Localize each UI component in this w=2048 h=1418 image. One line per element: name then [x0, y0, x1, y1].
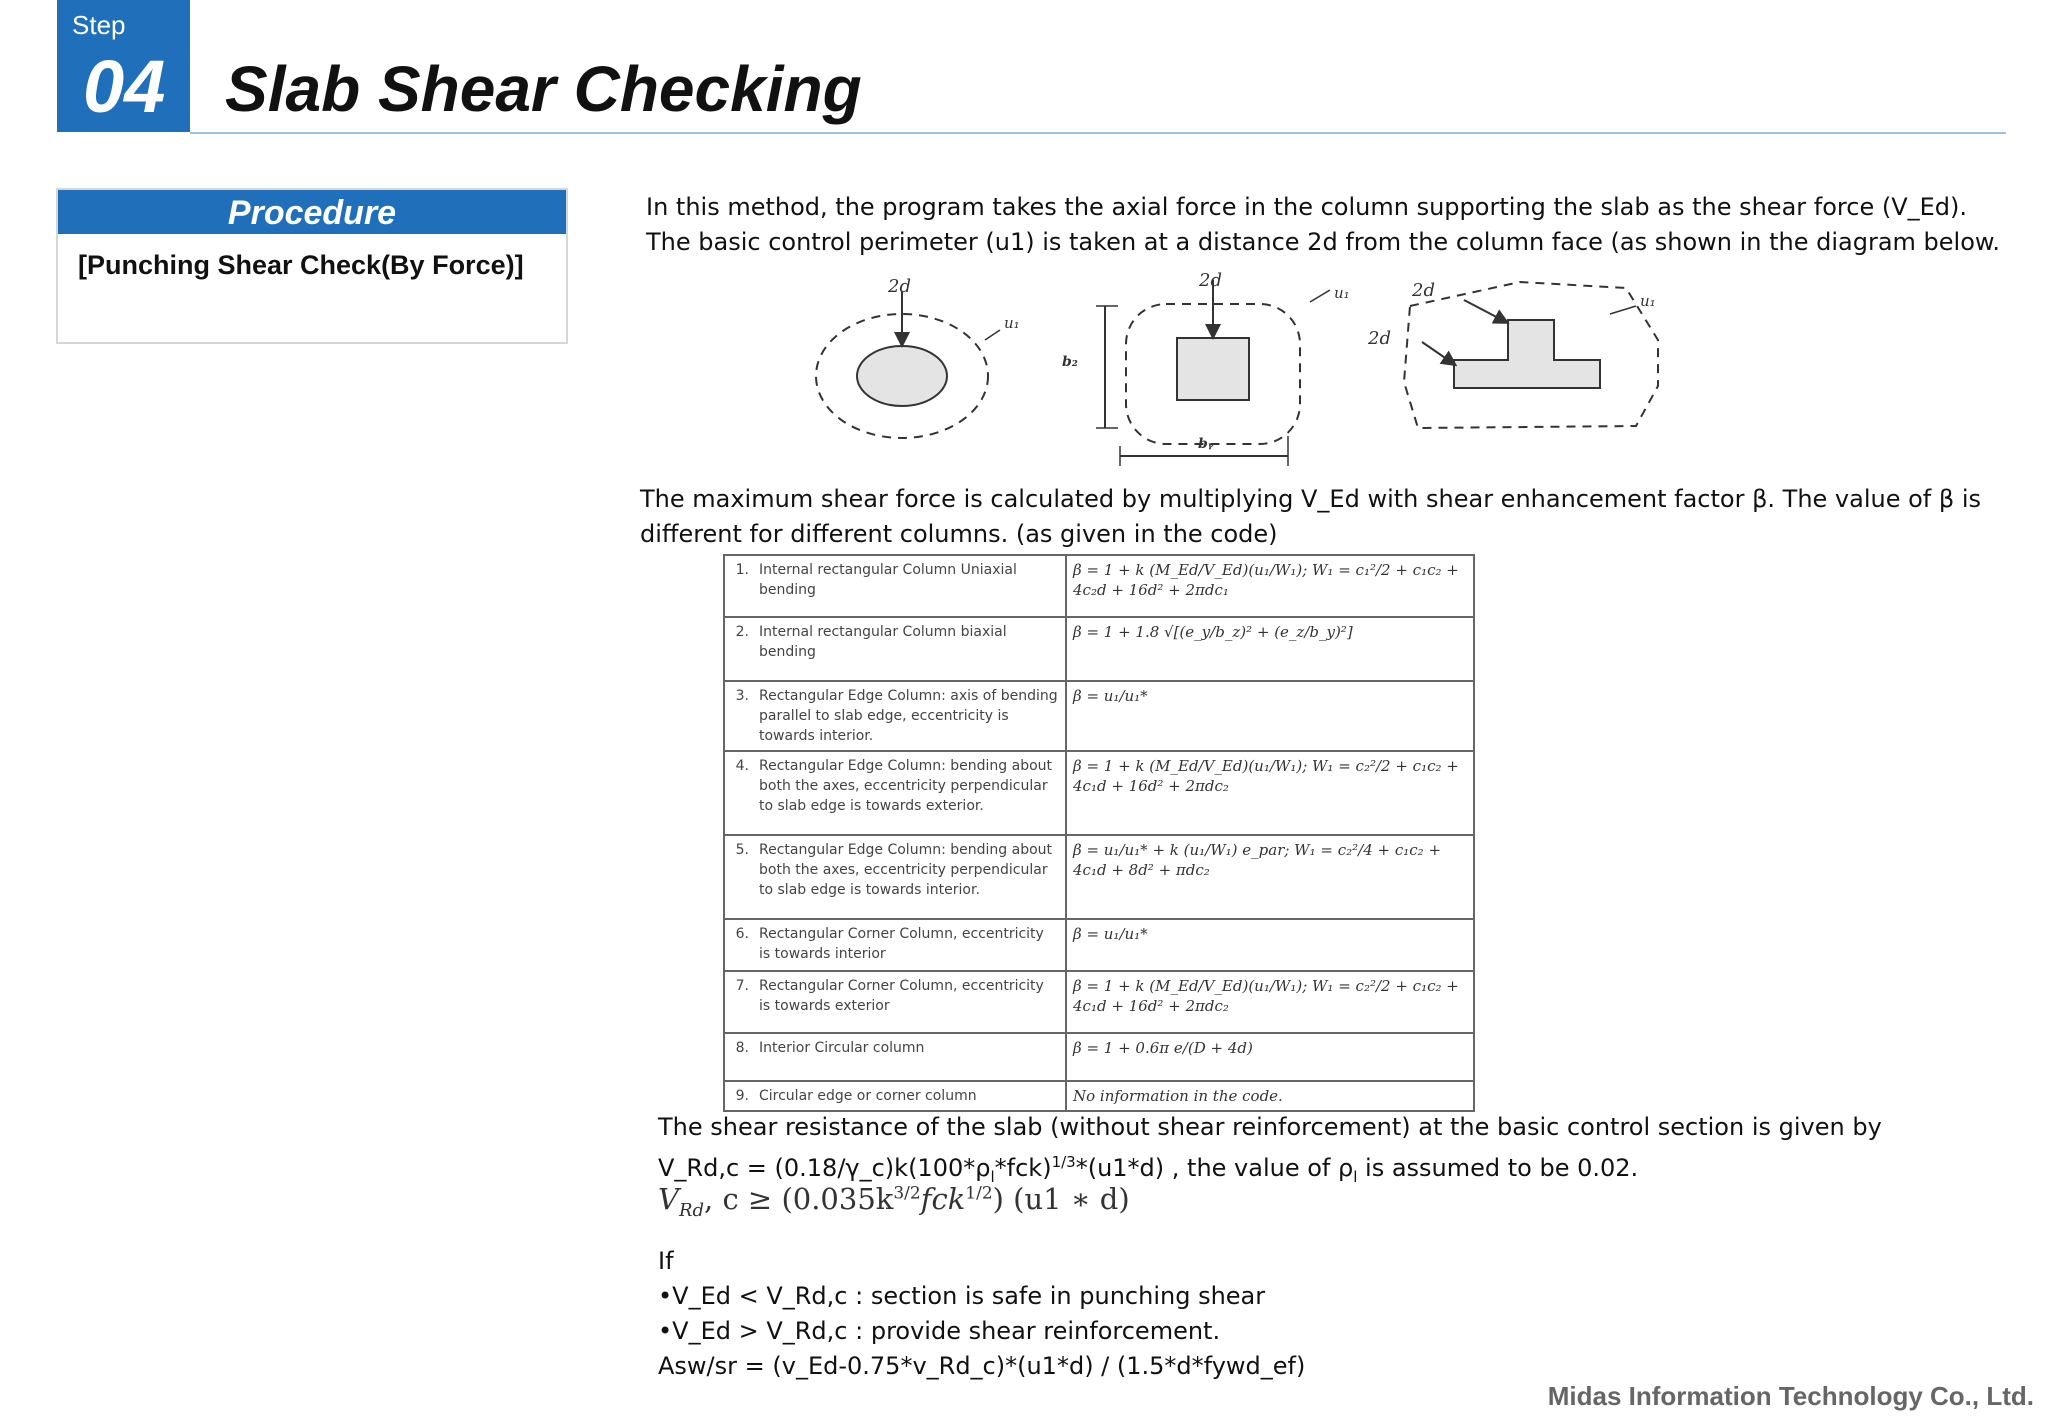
intro-line-1: In this method, the program takes the axial force in the column supporting the slab as the shear force (V_Ed). — [646, 193, 1968, 221]
beta-row-description: Internal rectangular Column Uniaxial bending — [753, 555, 1066, 617]
beta-table-row — [724, 617, 1474, 681]
conditions-block — [658, 1244, 1305, 1384]
step-label: Step — [72, 10, 126, 40]
formula-fck-exp: 1/2 — [965, 1183, 993, 1204]
condition-safe: •V_Ed < V_Rd,c : section is safe in punching shear — [658, 1282, 1266, 1310]
beta-row-number: 8. — [724, 1033, 753, 1081]
conditions-if: If — [658, 1247, 674, 1275]
beta-row-equation: β = 1 + 0.6π e/(D + 4d) — [1066, 1033, 1474, 1081]
procedure-heading: Procedure — [58, 190, 566, 234]
beta-table-row — [724, 971, 1474, 1033]
beta-row-description: Interior Circular column — [753, 1033, 1066, 1081]
beta-table-row — [724, 555, 1474, 617]
formula-mid: , c ≥ (0.035k — [704, 1182, 894, 1216]
procedure-box — [56, 188, 568, 344]
label-u1-2: u₁ — [1334, 284, 1350, 302]
beta-row-number: 2. — [724, 617, 753, 681]
resistance-eq-part4: is assumed to be 0.02. — [1357, 1154, 1639, 1182]
beta-table-row — [724, 681, 1474, 751]
minimum-resistance-formula — [658, 1182, 1130, 1221]
beta-row-number: 6. — [724, 919, 753, 971]
rho-subscript-2: l — [1353, 1167, 1358, 1186]
beta-row-description: Circular edge or corner column — [753, 1081, 1066, 1111]
beta-row-number: 7. — [724, 971, 753, 1033]
beta-row-equation: β = 1 + k (M_Ed/V_Ed)(u₁/W₁); W₁ = c₂²/2 + c₁c₂ + 4c₁d + 16d² + 2πdc₂ — [1066, 971, 1474, 1033]
beta-row-number: 4. — [724, 751, 753, 835]
condition-asw: Asw/sr = (v_Ed-0.75*v_Rd_c)*(u1*d) / (1.5*d*fywd_ef) — [658, 1352, 1306, 1380]
beta-factor-table — [723, 554, 1475, 1112]
beta-line-2: different for different columns. (as given in the code) — [640, 520, 1278, 548]
company-footer: Midas Information Technology Co., Ltd. — [1547, 1381, 2034, 1411]
resistance-exponent: 1/3 — [1051, 1153, 1076, 1171]
step-number: 04 — [83, 45, 166, 128]
control-perimeter-diagram — [800, 270, 1680, 470]
title-divider — [190, 132, 2006, 134]
label-u1-3: u₁ — [1640, 292, 1656, 310]
rho-subscript: l — [990, 1167, 995, 1186]
resistance-eq-part2: *fck) — [994, 1154, 1052, 1182]
beta-line-1: The maximum shear force is calculated by multiplying V_Ed with shear enhancement factor β. The value of β is — [640, 485, 1981, 513]
formula-fck: fck — [920, 1182, 966, 1216]
beta-row-equation: β = u₁/u₁* — [1066, 919, 1474, 971]
beta-row-equation: β = 1 + 1.8 √[(e_y/b_z)² + (e_z/b_y)²] — [1066, 617, 1474, 681]
resistance-eq-part3: *(u1*d) , the value of ρ — [1075, 1154, 1354, 1182]
beta-row-description: Rectangular Edge Column: bending about both the axes, eccentricity perpendicular to slab edge is towards interior. — [753, 835, 1066, 919]
beta-row-description: Internal rectangular Column biaxial bending — [753, 617, 1066, 681]
beta-row-number: 9. — [724, 1081, 753, 1111]
label-u1-1: u₁ — [1004, 314, 1020, 332]
intro-paragraph — [646, 190, 2000, 260]
beta-row-description: Rectangular Edge Column: bending about both the axes, eccentricity perpendicular to slab edge is towards exterior. — [753, 751, 1066, 835]
beta-row-number: 5. — [724, 835, 753, 919]
beta-paragraph — [640, 482, 1981, 552]
label-bz: b₂ — [1062, 354, 1078, 370]
page-title: Slab Shear Checking — [225, 53, 862, 125]
beta-row-number: 3. — [724, 681, 753, 751]
label-2d-2: 2d — [1199, 270, 1222, 291]
beta-table-row — [724, 835, 1474, 919]
resistance-line-1: The shear resistance of the slab (without shear reinforcement) at the basic control section is given by — [658, 1113, 1882, 1141]
resistance-eq-part1: V_Rd,c = (0.18/γ_c)k(100*ρ — [658, 1154, 991, 1182]
beta-row-equation: β = 1 + k (M_Ed/V_Ed)(u₁/W₁); W₁ = c₂²/2 + c₁c₂ + 4c₁d + 16d² + 2πdc₂ — [1066, 751, 1474, 835]
formula-tail: ) (u1 ∗ d) — [992, 1182, 1130, 1216]
label-2d-1: 2d — [888, 276, 911, 297]
label-by: bᵧ — [1198, 436, 1214, 452]
formula-v-sub: Rd — [678, 1199, 705, 1221]
condition-reinforce: •V_Ed > V_Rd,c : provide shear reinforcement. — [658, 1317, 1221, 1345]
beta-table-row — [724, 1081, 1474, 1111]
t-column-diagram — [1367, 280, 1658, 428]
label-2d-4: 2d — [1368, 328, 1391, 349]
beta-table-row — [724, 751, 1474, 835]
formula-k-exp: 3/2 — [893, 1183, 921, 1204]
beta-row-description: Rectangular Corner Column, eccentricity is towards exterior — [753, 971, 1066, 1033]
beta-row-number: 1. — [724, 555, 753, 617]
beta-row-equation: No information in the code. — [1066, 1081, 1474, 1111]
beta-table-row — [724, 919, 1474, 971]
rectangular-column-diagram — [1062, 270, 1350, 466]
beta-row-description: Rectangular Corner Column, eccentricity is towards interior — [753, 919, 1066, 971]
beta-row-equation: β = 1 + k (M_Ed/V_Ed)(u₁/W₁); W₁ = c₁²/2 + c₁c₂ + 4c₂d + 16d² + 2πdc₁ — [1066, 555, 1474, 617]
step-badge — [57, 0, 190, 132]
beta-table-row — [724, 1033, 1474, 1081]
beta-row-equation: β = u₁/u₁* — [1066, 681, 1474, 751]
beta-row-equation: β = u₁/u₁* + k (u₁/W₁) e_par; W₁ = c₂²/4 + c₁c₂ + 4c₁d + 8d² + πdc₂ — [1066, 835, 1474, 919]
formula-v: V — [658, 1182, 679, 1216]
procedure-subheading: [Punching Shear Check(By Force)] — [78, 250, 524, 280]
circular-column-diagram — [816, 276, 1020, 438]
beta-row-description: Rectangular Edge Column: axis of bending parallel to slab edge, eccentricity is towards interior. — [753, 681, 1066, 751]
label-2d-3: 2d — [1412, 280, 1435, 301]
intro-line-2: The basic control perimeter (u1) is taken at a distance 2d from the column face (as shown in the diagram below. — [646, 228, 2000, 256]
